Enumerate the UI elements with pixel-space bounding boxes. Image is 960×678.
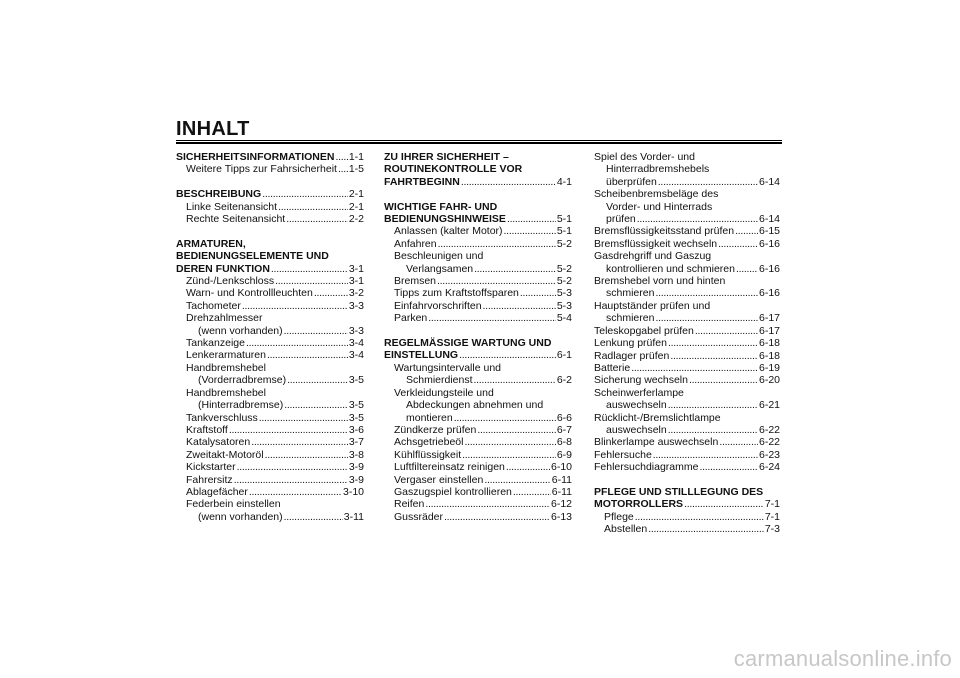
toc-entry-text: Beschleunigen und — [394, 250, 484, 263]
dot-leader — [637, 213, 758, 225]
toc-entry-text: EINSTELLUNG — [384, 349, 459, 362]
toc-page-number: 4-1 — [556, 175, 572, 188]
toc-entry[interactable] — [384, 461, 572, 473]
toc-entry[interactable] — [176, 412, 364, 424]
dot-leader — [459, 349, 556, 361]
toc-entry[interactable] — [594, 325, 780, 337]
toc-page-number: 3-4 — [348, 337, 364, 350]
toc-page-number: 6-11 — [551, 485, 572, 498]
toc-page-number: 7-1 — [764, 498, 780, 511]
dot-leader — [284, 511, 343, 523]
toc-entry-text: Handbremshebel — [186, 386, 266, 399]
toc-entry-text: Batterie — [594, 361, 631, 374]
toc-entry-text: Luftfiltereinsatz reinigen — [394, 461, 505, 474]
toc-entry[interactable] — [384, 287, 572, 299]
toc-page-number: 6-2 — [556, 374, 572, 387]
dot-leader — [444, 511, 550, 523]
toc-entry[interactable] — [594, 436, 780, 448]
toc-page-number: 3-5 — [348, 399, 364, 412]
toc-entry-text: (wenn vorhanden) — [198, 510, 283, 523]
toc-entry-text: Reifen — [394, 498, 425, 511]
toc-entry-text: BESCHREIBUNG — [176, 188, 262, 201]
toc-entry[interactable] — [594, 350, 780, 362]
toc-page-number: 2-1 — [348, 200, 364, 213]
toc-entry-text: Tankanzeige — [186, 337, 245, 350]
toc-page-number: 6-18 — [758, 337, 780, 350]
toc-page-number: 6-13 — [550, 510, 572, 523]
toc-page-number: 6-16 — [758, 237, 780, 250]
toc-page-number: 6-14 — [758, 213, 780, 226]
toc-section-heading[interactable] — [176, 151, 364, 163]
dot-leader — [249, 486, 342, 498]
toc-entry[interactable] — [176, 300, 364, 312]
dot-leader — [718, 238, 758, 250]
dot-leader — [265, 449, 348, 461]
toc-entry-text: Federbein einstellen — [186, 498, 281, 511]
dot-leader — [284, 325, 348, 337]
toc-page-number: 6-18 — [758, 349, 780, 362]
dot-leader — [314, 287, 348, 299]
toc-entry-text: Gasdrehgriff und Gaszug — [594, 250, 712, 263]
dot-leader — [242, 300, 348, 312]
toc-page-number: 3-9 — [348, 473, 364, 486]
toc-entry-text: Abdeckungen abnehmen und — [406, 399, 544, 412]
toc-entry-text: Spiel des Vorder- und — [594, 151, 695, 163]
dot-leader — [438, 238, 556, 250]
toc-page-number: 6-22 — [758, 436, 780, 449]
dot-leader — [464, 436, 555, 448]
toc-page-number: 3-11 — [343, 510, 364, 523]
dot-leader — [278, 201, 348, 213]
toc-page-number: 6-19 — [758, 361, 780, 374]
dot-leader — [474, 374, 556, 386]
dot-leader — [462, 449, 556, 461]
toc-page-number: 5-3 — [556, 287, 572, 300]
toc-entry[interactable] — [594, 337, 780, 349]
toc-entry[interactable] — [176, 436, 364, 448]
toc-entry-text: Fehlersuche — [594, 448, 652, 461]
dot-leader — [689, 374, 758, 386]
toc-page-number: 1-5 — [348, 163, 364, 176]
toc-page-number: 5-2 — [556, 262, 572, 275]
dot-leader — [736, 263, 758, 275]
toc-entry[interactable] — [594, 188, 780, 225]
dot-leader — [437, 275, 556, 287]
toc-section-heading[interactable] — [594, 486, 780, 511]
toc-page-number: 3-5 — [348, 411, 364, 424]
toc-entry-text: (Hinterradbremse) — [198, 399, 284, 412]
toc-page-number: 7-1 — [764, 510, 780, 523]
dot-leader — [699, 461, 758, 473]
toc-entry[interactable] — [384, 498, 572, 510]
toc-entry-text: Drehzahlmesser — [186, 312, 263, 325]
toc-page-number: 2-2 — [348, 213, 364, 226]
toc-entry-text: montieren — [406, 411, 453, 424]
toc-page-number: 6-24 — [758, 461, 780, 474]
dot-leader — [513, 486, 551, 498]
toc-section-heading[interactable] — [384, 201, 572, 226]
toc-entry[interactable] — [384, 275, 572, 287]
toc-entry-text: MOTORROLLERS — [594, 498, 684, 511]
toc-column-1 — [176, 151, 364, 523]
toc-entry-text: Fehlersuchdiagramme — [594, 461, 699, 474]
toc-entry-text: DEREN FUNKTION — [176, 262, 270, 275]
dot-leader — [635, 511, 764, 523]
dot-leader — [655, 312, 758, 324]
toc-entry[interactable] — [176, 486, 364, 498]
dot-leader — [474, 263, 556, 275]
toc-page-number: 6-12 — [550, 498, 572, 511]
dot-leader — [668, 399, 758, 411]
toc-entry[interactable] — [176, 163, 364, 175]
toc-entry-text: Pflege — [604, 510, 634, 523]
toc-entry[interactable] — [176, 349, 364, 361]
dot-leader — [653, 449, 758, 461]
toc-entry-text: Ablagefächer — [186, 485, 248, 498]
toc-page-number: 6-8 — [556, 436, 572, 449]
dot-leader — [719, 436, 758, 448]
toc-entry-text: Verkleidungsteile und — [394, 386, 494, 399]
dot-leader — [251, 436, 348, 448]
toc-entry-text: FAHRTBEGINN — [384, 175, 460, 188]
dot-leader — [668, 424, 758, 436]
toc-entry[interactable] — [384, 238, 572, 250]
toc-page-number: 6-16 — [758, 287, 780, 300]
toc-entry[interactable] — [384, 424, 572, 436]
dot-leader — [425, 498, 550, 510]
toc-column-3 — [594, 151, 780, 536]
toc-page-number: 3-1 — [348, 275, 364, 288]
toc-entry-text: Anlassen (kalter Motor) — [394, 225, 503, 238]
toc-section-heading[interactable] — [176, 238, 364, 275]
toc-entry-text: REGELMÄSSIGE WARTUNG UND — [384, 337, 552, 350]
toc-entry-text: Tachometer — [186, 299, 241, 312]
toc-entry-text: Hauptständer prüfen und — [594, 299, 711, 312]
toc-entry[interactable] — [594, 300, 780, 325]
toc-page-number: 3-5 — [348, 374, 364, 387]
toc-entry-text: Verlangsamen — [406, 262, 474, 275]
toc-entry[interactable] — [176, 337, 364, 349]
toc-entry-text: auswechseln — [606, 423, 667, 436]
toc-page-number: 3-3 — [348, 324, 364, 337]
toc-page-number: 6-17 — [758, 324, 780, 337]
toc-entry[interactable] — [594, 250, 780, 275]
toc-entry-text: WICHTIGE FAHR- UND — [384, 200, 498, 213]
toc-page-number: 6-11 — [551, 473, 572, 486]
dot-leader — [631, 362, 758, 374]
toc-entry-text: Gussräder — [394, 510, 444, 523]
dot-leader — [335, 151, 347, 163]
toc-entry[interactable] — [594, 523, 780, 535]
toc-entry[interactable] — [594, 362, 780, 374]
dot-leader — [284, 399, 348, 411]
toc-entry[interactable] — [384, 250, 572, 275]
toc-page-number: 6-21 — [758, 399, 780, 412]
toc-entry-text: Bremsen — [394, 275, 437, 288]
toc-entry[interactable] — [176, 461, 364, 473]
toc-entry-text: ARMATUREN, — [176, 237, 246, 250]
toc-entry-text: Bremsflüssigkeitsstand prüfen — [594, 225, 735, 238]
toc-entry-text: Blinkerlampe auswechseln — [594, 436, 719, 449]
dot-leader — [477, 424, 556, 436]
toc-entry-text: Wartungsintervalle und — [394, 361, 501, 374]
toc-entry-text: Parken — [394, 312, 428, 325]
toc-entry[interactable] — [176, 213, 364, 225]
toc-entry-text: Abstellen — [604, 523, 648, 536]
toc-entry-text: Lenkerarmaturen — [186, 349, 266, 362]
dot-leader — [428, 312, 556, 324]
toc-entry-text: auswechseln — [606, 399, 667, 412]
toc-entry[interactable] — [384, 449, 572, 461]
toc-entry-text: Achsgetriebeöl — [394, 436, 464, 449]
toc-entry-text: Bremshebel vorn und hinten — [594, 275, 726, 288]
dot-leader — [234, 474, 348, 486]
toc-entry-text: Katalysatoren — [186, 436, 251, 449]
toc-entry-text: Lenkung prüfen — [594, 337, 667, 350]
dot-leader — [484, 474, 550, 486]
toc-entry[interactable] — [176, 275, 364, 287]
toc-entry-text: BEDIENUNGSHINWEISE — [384, 213, 506, 226]
toc-page-number: 6-9 — [556, 448, 572, 461]
toc-entry-text: Sicherung wechseln — [594, 374, 688, 387]
toc-entry-text: Radlager prüfen — [594, 349, 670, 362]
toc-entry-text: Linke Seitenansicht — [186, 200, 278, 213]
toc-column-2 — [384, 151, 572, 523]
toc-entry[interactable] — [594, 225, 780, 237]
toc-page-number: 5-2 — [556, 275, 572, 288]
toc-section-heading[interactable] — [176, 188, 364, 200]
dot-leader — [670, 350, 758, 362]
toc-page-number: 3-7 — [348, 436, 364, 449]
toc-entry[interactable] — [176, 449, 364, 461]
dot-leader — [735, 225, 758, 237]
toc-entry[interactable] — [594, 449, 780, 461]
dot-leader — [454, 412, 556, 424]
toc-entry[interactable] — [176, 498, 364, 523]
toc-entry[interactable] — [384, 511, 572, 523]
toc-entry[interactable] — [594, 387, 780, 412]
toc-entry-text: Zünd-/Lenkschloss — [186, 275, 275, 288]
toc-entry-text: Teleskopgabel prüfen — [594, 324, 694, 337]
toc-entry[interactable] — [176, 201, 364, 213]
dot-leader — [483, 300, 556, 312]
toc-section-heading[interactable] — [384, 337, 572, 362]
toc-entry[interactable] — [594, 511, 780, 523]
toc-page-number: 5-2 — [556, 237, 572, 250]
toc-page-number: 6-23 — [758, 448, 780, 461]
dot-leader — [286, 213, 348, 225]
toc-entry-text: Scheibenbremsbeläge des — [594, 188, 719, 201]
toc-page-number: 6-17 — [758, 312, 780, 325]
toc-entry[interactable] — [176, 312, 364, 337]
toc-entry-text: Schmierdienst — [406, 374, 473, 387]
toc-entry-text: Bremsflüssigkeit wechseln — [594, 237, 718, 250]
toc-entry-text: (Vorderradbremse) — [198, 374, 287, 387]
dot-leader — [461, 176, 556, 188]
toc-entry-text: (wenn vorhanden) — [198, 324, 283, 337]
toc-page-number: 3-4 — [348, 349, 364, 362]
toc-entry-text: Zweitakt-Motoröl — [186, 448, 264, 461]
dot-leader — [520, 287, 556, 299]
dot-leader — [668, 337, 758, 349]
toc-entry[interactable] — [594, 151, 780, 188]
toc-entry[interactable] — [384, 436, 572, 448]
dot-leader — [229, 424, 348, 436]
toc-entry[interactable] — [594, 461, 780, 473]
dot-leader — [267, 349, 348, 361]
toc-entry[interactable] — [384, 486, 572, 498]
toc-page-number: 5-1 — [556, 213, 572, 226]
toc-entry-text: Kickstarter — [186, 461, 236, 474]
dot-leader — [275, 275, 348, 287]
toc-entry[interactable] — [176, 287, 364, 299]
toc-entry-text: schmieren — [606, 312, 655, 325]
toc-page-number: 3-8 — [348, 448, 364, 461]
toc-entry-text: Rechte Seitenansicht — [186, 213, 286, 226]
dot-leader — [506, 461, 550, 473]
toc-entry[interactable] — [176, 387, 364, 412]
toc-entry-text: Hinterradbremshebels — [606, 163, 710, 176]
toc-entry[interactable] — [176, 474, 364, 486]
toc-entry[interactable] — [176, 424, 364, 436]
toc-page-number: 5-4 — [556, 312, 572, 325]
toc-page-number: 6-6 — [556, 411, 572, 424]
dot-leader — [246, 337, 348, 349]
toc-page-number: 7-3 — [764, 523, 780, 536]
toc-entry-text: Kühlflüssigkeit — [394, 448, 462, 461]
toc-entry-text: Kraftstoff — [186, 423, 228, 436]
dot-leader — [507, 213, 556, 225]
toc-entry-text: Handbremshebel — [186, 361, 266, 374]
toc-page-number: 6-22 — [758, 423, 780, 436]
toc-entry[interactable] — [384, 300, 572, 312]
toc-page-number: 2-1 — [348, 188, 364, 201]
toc-page-number: 1-1 — [348, 151, 364, 163]
toc-entry-text: Scheinwerferlampe — [594, 386, 684, 399]
toc-page-number: 3-2 — [348, 287, 364, 300]
toc-entry[interactable] — [384, 312, 572, 324]
toc-entry-text: Warn- und Kontrollleuchten — [186, 287, 313, 300]
toc-page-number: 6-1 — [556, 349, 572, 362]
toc-page-number: 6-20 — [758, 374, 780, 387]
toc-page-number: 6-14 — [758, 175, 780, 188]
toc-entry[interactable] — [384, 225, 572, 237]
toc-section-heading[interactable] — [384, 151, 572, 188]
dot-leader — [695, 325, 758, 337]
toc-entry-text: schmieren — [606, 287, 655, 300]
toc-page-number: 6-7 — [556, 423, 572, 436]
toc-entry-text: Gaszugspiel kontrollieren — [394, 485, 512, 498]
toc-entry-text: Weitere Tipps zur Fahrsicherheit — [186, 163, 337, 176]
toc-page-number: 6-15 — [758, 225, 780, 238]
toc-page-number: 3-6 — [348, 423, 364, 436]
dot-leader — [684, 498, 764, 510]
toc-entry[interactable] — [594, 412, 780, 437]
title-rule — [176, 140, 782, 141]
toc-entry-text: SICHERHEITSINFORMATIONEN — [176, 151, 335, 163]
dot-leader — [259, 412, 348, 424]
toc-entry-text: Tipps zum Kraftstoffsparen — [394, 287, 519, 300]
toc-entry-text: ROUTINEKONTROLLE VOR — [384, 163, 523, 176]
toc-page-number: 6-16 — [758, 262, 780, 275]
page-title: INHALT — [176, 118, 250, 140]
toc-entry-text: überprüfen — [606, 175, 657, 188]
toc-entry-text: Einfahrvorschriften — [394, 299, 482, 312]
toc-entry-text: Vorder- und Hinterrads — [606, 200, 713, 213]
watermark-text: carmanualsonline.info — [733, 646, 952, 671]
toc-page-number: 5-1 — [556, 225, 572, 238]
toc-page-number: 6-10 — [550, 461, 572, 474]
dot-leader — [287, 374, 348, 386]
dot-leader — [237, 461, 348, 473]
toc-entry-text: Zündkerze prüfen — [394, 423, 477, 436]
toc-entry-text: Rücklicht-/Bremslichtlampe — [594, 411, 721, 424]
title-rule-bold — [176, 142, 782, 144]
toc-entry[interactable] — [384, 387, 572, 424]
toc-page-number: 3-3 — [348, 299, 364, 312]
toc-entry-text: Vergaser einstellen — [394, 473, 484, 486]
dot-leader — [271, 263, 348, 275]
toc-page-number: 3-10 — [342, 485, 364, 498]
toc-page-number: 5-3 — [556, 299, 572, 312]
toc-entry-text: Tankverschluss — [186, 411, 258, 424]
dot-leader — [658, 176, 758, 188]
toc-entry-text: prüfen — [606, 213, 636, 226]
toc-entry[interactable] — [594, 374, 780, 386]
toc-entry-text: Anfahren — [394, 237, 437, 250]
toc-entry[interactable] — [176, 362, 364, 387]
toc-entry-text: kontrollieren und schmieren — [606, 262, 735, 275]
toc-entry[interactable] — [384, 474, 572, 486]
toc-entry-text: PFLEGE UND STILLLEGUNG DES — [594, 485, 764, 498]
toc-entry[interactable] — [594, 275, 780, 300]
toc-entry-text: BEDIENUNGSELEMENTE UND — [176, 250, 329, 263]
dot-leader — [338, 163, 348, 175]
dot-leader — [655, 287, 758, 299]
toc-page-number: 3-1 — [348, 262, 364, 275]
dot-leader — [504, 225, 556, 237]
dot-leader — [648, 523, 764, 535]
toc-entry-text: ZU IHRER SICHERHEIT – — [384, 151, 509, 163]
dot-leader — [262, 188, 348, 200]
toc-entry[interactable] — [384, 362, 572, 387]
toc-entry-text: Fahrersitz — [186, 473, 233, 486]
toc-page-number: 3-9 — [348, 461, 364, 474]
toc-entry[interactable] — [594, 238, 780, 250]
